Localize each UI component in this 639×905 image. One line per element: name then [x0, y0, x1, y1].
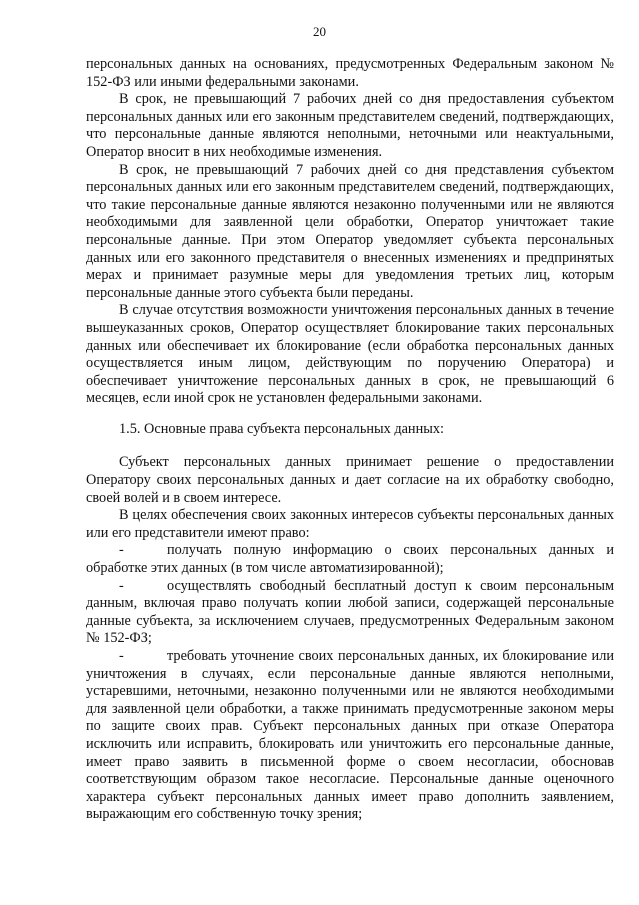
- page-number: 20: [313, 24, 326, 39]
- list-item-text: осуществлять свободный бесплатный доступ к своим персональным данным, включая право получать копии любой записи, содержащей персональные данные субъекта, за исключением случаев, предусмотренных Федеральным законом № 152-ФЗ;: [86, 577, 614, 647]
- paragraph-rights-intro: В целях обеспечения своих законных интересов субъекты персональных данных или его представители имеют право:: [86, 507, 614, 541]
- paragraph-correction-term: В срок, не превышающий 7 рабочих дней со дня предоставления субъектом персональных данных или его законным представителем сведений, подтверждающих, что персональные данные являются неполными, неточными или неактуальными, Оператор вносит в них необходимые изменения.: [86, 91, 614, 160]
- paragraph-consent: Субъект персональных данных принимает решение о предоставлении Оператору своих персональных данных и дает согласие на их обработку свободно, своей волей и в своем интересе.: [86, 454, 614, 506]
- list-marker: -: [119, 648, 124, 664]
- paragraph-destruction-term: В срок, не превышающий 7 рабочих дней со дня представления субъектом персональных данных или его законным представителем сведений, подтверждающих, что такие персональные данные являются незаконно полученными или не являются необходимыми для заявленной цели обработки, Оператор уничтожает такие персональные данные. При этом Оператор уведомляет субъекта персональных данных или его законного представителя о внесенных изменениях и предпринятых мерах и принимает разумные меры для уведомления третьих лиц, которым персональные данные этого субъекта были переданы.: [86, 161, 614, 301]
- list-item-text: получать полную информацию о своих персональных данных и обработке этих данных (в том числе автоматизированной);: [86, 542, 614, 577]
- list-marker: -: [119, 577, 124, 594]
- paragraph-continuation: персональных данных на основаниях, предусмотренных Федеральным законом № 152-ФЗ или иными федеральными законами.: [86, 56, 614, 90]
- list-item: [86, 578, 614, 648]
- list-item: [86, 648, 614, 824]
- paragraph-blocking: В случае отсутствия возможности уничтожения персональных данных в течение вышеуказанных сроков, Оператор осуществляет блокирование таких персональных данных или обеспечивает их блокирование (если обработка персональных данных осуществляется иным лицом, действующим по поручению Оператора) и обеспечивает уничтожение персональных данных в срок, не превышающий 6 месяцев, если иной срок не установлен федеральными законами.: [86, 302, 614, 407]
- list-item-text: требовать уточнение своих персональных данных, их блокирование или уничтожения в случаях, если персональные данные являются неполными, устаревшими, неточными, незаконно полученными или не являются необходимыми для заявленной цели обработки, а также принимать предусмотренные законом меры по защите своих прав. Субъект персональных данных при отказе Оператора исключить или исправить, блокировать или уничтожить его персональные данные, имеет право заявить в письменной форме о своем несогласии, обосновав соответствующим образом такое несогласие. Персональные данные оценочного характера субъект персональных данных имеет право дополнить заявлением, выражающим его собственную точку зрения;: [86, 648, 614, 823]
- document-body: [86, 56, 614, 824]
- list-item: [86, 542, 614, 577]
- section-heading: 1.5. Основные права субъекта персональных данных:: [119, 420, 444, 437]
- list-marker: -: [119, 542, 124, 559]
